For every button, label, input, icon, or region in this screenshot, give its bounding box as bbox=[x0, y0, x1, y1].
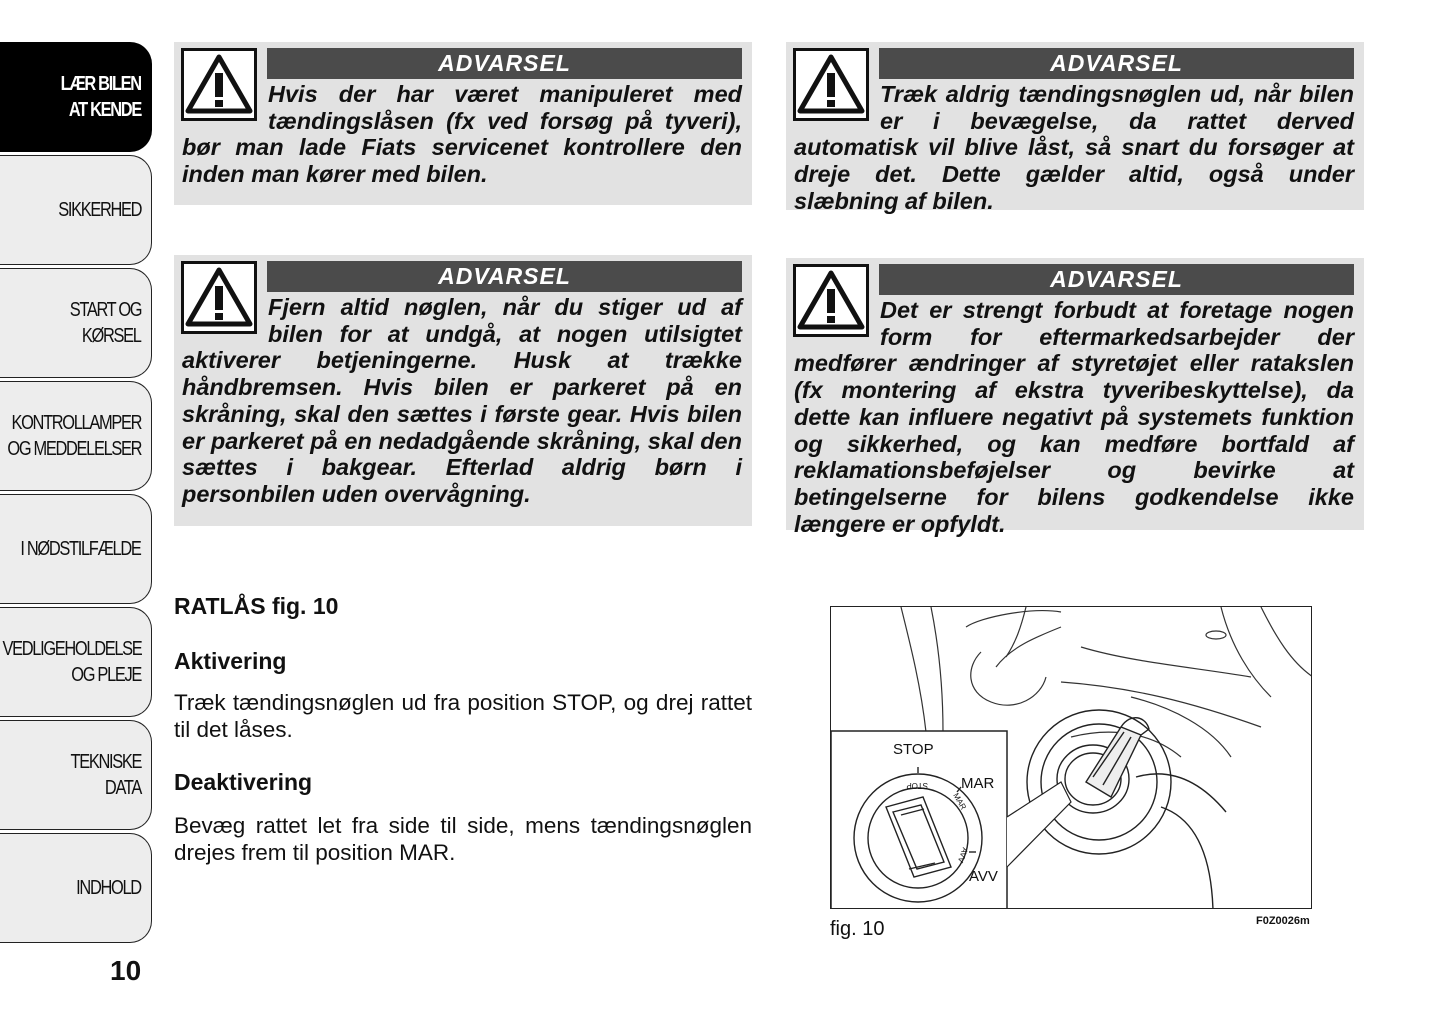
stop-label: STOP bbox=[893, 741, 934, 758]
tab-label: DATA bbox=[104, 777, 141, 799]
avv-small-label: AVV bbox=[955, 846, 970, 864]
deactivation-text: Bevæg rattet let fra side til side, mens tændingsnøglen drejes frem til position MAR. bbox=[174, 813, 752, 865]
tab-label: INDHOLD bbox=[76, 877, 141, 899]
warning-title: ADVARSEL bbox=[267, 48, 742, 79]
sidebar-tab-indhold[interactable] bbox=[0, 833, 152, 943]
sidebar-tab-tekniske-data[interactable] bbox=[0, 720, 152, 830]
warning-title: ADVARSEL bbox=[879, 264, 1354, 295]
warning-box bbox=[174, 42, 752, 205]
tab-label: OG PLEJE bbox=[71, 664, 141, 686]
mar-small-label: MAR bbox=[951, 791, 968, 812]
figure-code: F0Z0026m bbox=[1256, 915, 1310, 927]
section-title: RATLÅS fig. 10 bbox=[174, 593, 339, 619]
tab-label: START OG bbox=[69, 299, 141, 321]
sidebar-tab-kontrollamper[interactable] bbox=[0, 381, 152, 491]
tab-label: OG MEDDELELSER bbox=[7, 438, 141, 460]
warning-box bbox=[786, 42, 1364, 214]
tab-label: I NØDSTILFÆLDE bbox=[20, 538, 141, 560]
warning-box bbox=[786, 258, 1364, 537]
sidebar-tab-vedligeholdelse[interactable] bbox=[0, 607, 152, 717]
warning-text: Træk aldrig tændingsnøglen ud, når bilen er i bevægelse, da rattet derved automatisk vil blive låst, så snart du forsøger at dreje det. Dette gælder altid, også under slæbning af bilen. bbox=[794, 81, 1354, 214]
deactivation-heading: Deaktivering bbox=[174, 769, 313, 795]
warning-text: Det er strengt forbudt at foretage nogen form for eftermarkedsarbejder der medfører ændringer af styretøjet eller ratakslen (fx montering af ekstra tyveribeskyttelse), da dette kan influere negativt på systemets funktion og sikkerhed, og kan medføre bortfald af reklamationsbeføjelser og bevirke at betingelserne for bilens godkendelse ikke længere er opfyldt. bbox=[794, 297, 1354, 537]
warning-title: ADVARSEL bbox=[267, 261, 742, 292]
sidebar-tab-sikkerhed[interactable] bbox=[0, 155, 152, 265]
warning-title: ADVARSEL bbox=[879, 48, 1354, 79]
figure-caption: fig. 10 bbox=[830, 918, 885, 940]
tab-label: LÆR BILEN bbox=[60, 73, 141, 95]
warning-text: Fjern altid nøglen, når du stiger ud af bilen for at undgå, at nogen utilsigtet aktiverer betjeningerne. Husk at trække håndbremsen. Hvis bilen er parkeret på en skråning, skal den sættes i første gear. Hvis bilen er parkeret på en nedadgående skråning, skal den sættes i bakgear. Efterlad aldrig børn i personbilen uden overvågning. bbox=[182, 294, 742, 507]
mar-label: MAR bbox=[961, 775, 995, 792]
sidebar-tab-laer-bilen[interactable] bbox=[0, 42, 152, 152]
stop-small-label: STOP bbox=[906, 781, 928, 790]
sidebar-tab-start-og-korsel[interactable] bbox=[0, 268, 152, 378]
tab-label: VEDLIGEHOLDELSE bbox=[2, 638, 141, 660]
tab-label: AT KENDE bbox=[68, 99, 141, 121]
ignition-illustration bbox=[831, 607, 1312, 909]
page-number: 10 bbox=[110, 955, 142, 986]
tab-label: TEKNISKE bbox=[70, 751, 141, 773]
tab-label: KONTROLLAMPER bbox=[11, 412, 141, 434]
ignition-figure bbox=[830, 606, 1312, 909]
warning-box bbox=[174, 255, 752, 526]
sidebar-tab-nodstilfaelde[interactable] bbox=[0, 494, 152, 604]
avv-label: AVV bbox=[969, 868, 998, 885]
tab-label: SIKKERHED bbox=[58, 199, 141, 221]
activation-text: Træk tændingsnøglen ud fra position STOP, og drej rattet til det låses. bbox=[174, 690, 752, 742]
warning-text: Hvis der har været manipuleret med tændingslåsen (fx ved forsøg på tyveri), bør man lade Fiats servicenet kontrollere den inden man kører med bilen. bbox=[182, 81, 742, 188]
activation-heading: Aktivering bbox=[174, 648, 287, 674]
tab-label: KØRSEL bbox=[82, 325, 141, 347]
